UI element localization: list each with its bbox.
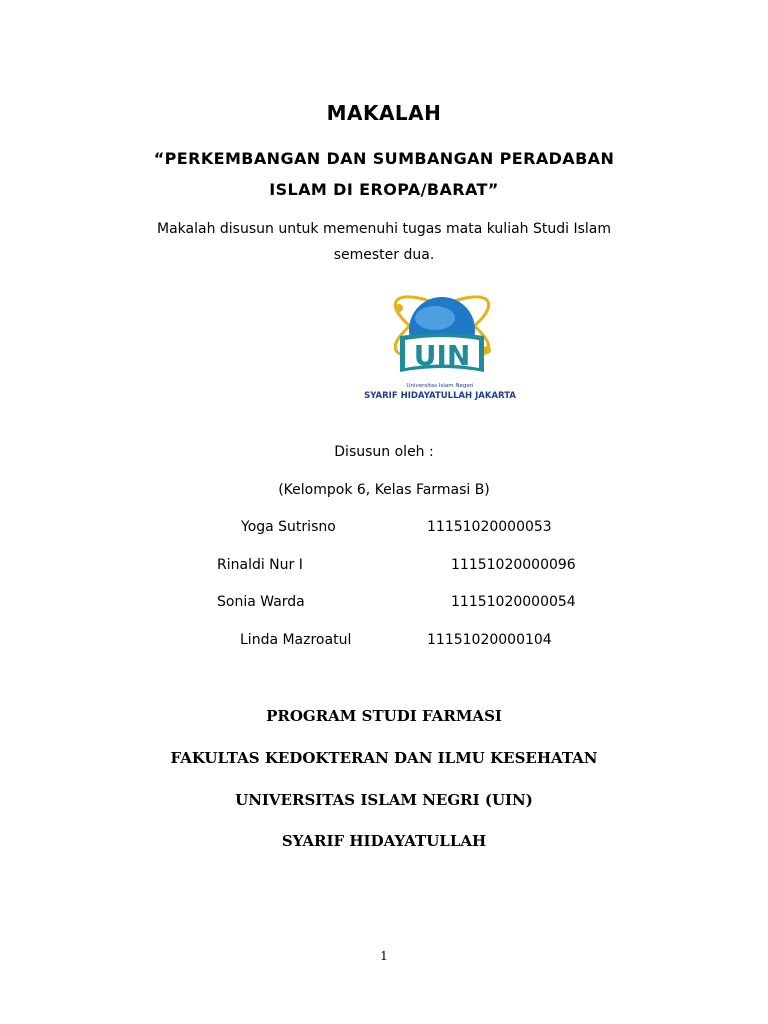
member-nim: 11151020000054 xyxy=(451,594,576,610)
faculty-line: FAKULTAS KEDOKTERAN DAN ILMU KESEHATAN xyxy=(170,749,598,767)
member-name: Linda Mazroatul xyxy=(240,632,352,648)
page-number: 1 xyxy=(380,949,388,963)
university-line: UNIVERSITAS ISLAM NEGRI (UIN) xyxy=(235,791,533,809)
logo-caption-main: SYARIF HIDAYATULLAH JAKARTA xyxy=(364,391,516,401)
uin-logo xyxy=(355,290,525,406)
logo-main-text: UIN xyxy=(413,339,471,372)
member-nim: 11151020000104 xyxy=(427,632,552,648)
subtitle-line-1: “PERKEMBANGAN DAN SUMBANGAN PERADABAN xyxy=(153,149,615,168)
university-name-line: SYARIF HIDAYATULLAH xyxy=(281,832,487,850)
member-name: Rinaldi Nur I xyxy=(217,557,303,573)
program-line: PROGRAM STUDI FARMASI xyxy=(266,707,502,725)
subtitle-line-2: ISLAM DI EROPA/BARAT” xyxy=(269,180,499,199)
description-line-1: Makalah disusun untuk memenuhi tugas mata kuliah Studi Islam xyxy=(157,221,611,237)
compiled-by-label: Disusun oleh : xyxy=(334,444,434,460)
member-name: Yoga Sutrisno xyxy=(241,519,336,535)
member-nim: 11151020000053 xyxy=(427,519,552,535)
document-title: MAKALAH xyxy=(326,101,442,125)
description-line-2: semester dua. xyxy=(333,247,435,263)
member-nim: 11151020000096 xyxy=(451,557,576,573)
logo-caption-small: Universitas Islam Negeri xyxy=(406,383,474,389)
member-name: Sonia Warda xyxy=(217,594,305,610)
group-label: (Kelompok 6, Kelas Farmasi B) xyxy=(278,482,490,498)
